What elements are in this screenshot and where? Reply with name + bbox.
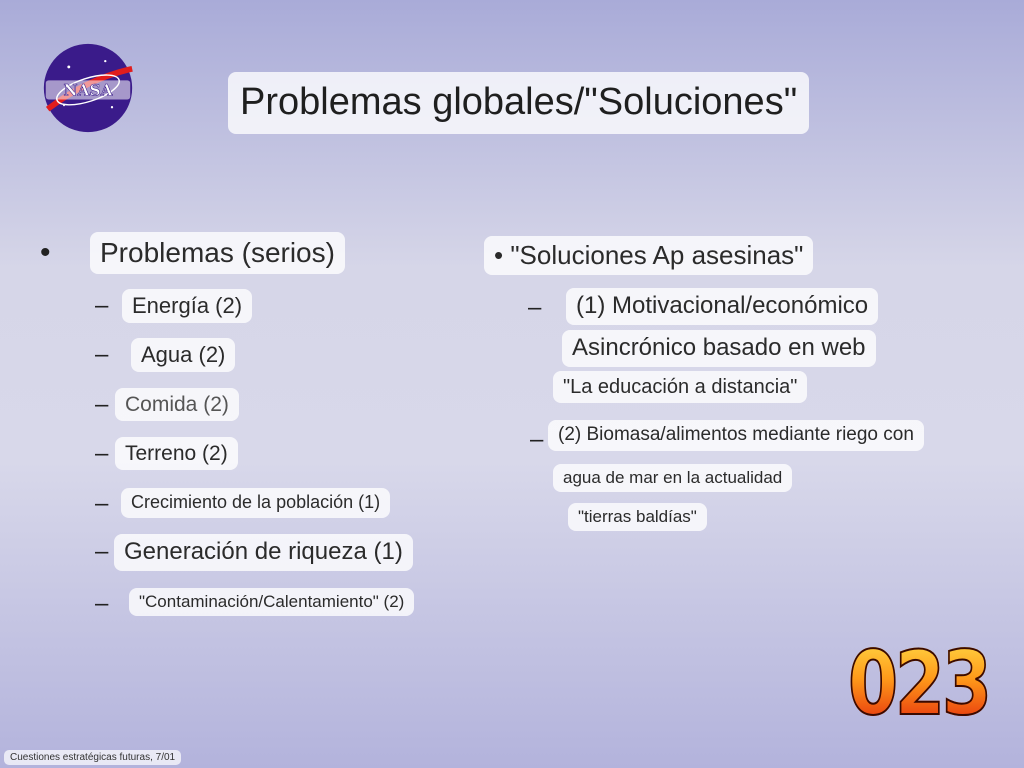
slide-number: 023: [848, 632, 989, 735]
right-item1-line3: "La educación a distancia": [553, 371, 807, 403]
right-item2-line3: "tierras baldías": [568, 503, 707, 531]
dash-icon: –: [95, 292, 109, 319]
right-heading: [484, 236, 813, 275]
left-item: "Contaminación/Calentamiento" (2): [129, 588, 414, 616]
left-heading: Problemas (serios): [90, 232, 345, 274]
dash-icon: –: [528, 294, 542, 321]
left-item: Generación de riqueza (1): [114, 534, 413, 571]
left-item: Terreno (2): [115, 437, 238, 470]
dash-icon: –: [95, 538, 109, 565]
right-heading-text: "Soluciones Ap asesinas": [510, 240, 804, 270]
dash-icon: –: [95, 440, 109, 467]
left-item: Comida (2): [115, 388, 239, 421]
slide-title: Problemas globales/"Soluciones": [228, 72, 809, 134]
dash-icon: –: [95, 341, 109, 368]
bullet-icon: •: [40, 236, 51, 269]
dash-icon: –: [530, 426, 544, 453]
dash-icon: –: [95, 490, 109, 517]
left-item: Energía (2): [122, 289, 252, 323]
right-item1-line2: Asincrónico basado en web: [562, 330, 876, 367]
dash-icon: –: [95, 590, 109, 617]
right-item2-line2: agua de mar en la actualidad: [553, 464, 792, 492]
dash-icon: –: [95, 391, 109, 418]
bullet-icon: •: [494, 240, 511, 270]
nasa-logo-text: NASA: [63, 81, 113, 100]
right-item1-line1: (1) Motivacional/económico: [566, 288, 878, 325]
nasa-logo-icon: [40, 40, 136, 136]
right-item2-line1: (2) Biomasa/alimentos mediante riego con: [548, 420, 924, 451]
left-item: Crecimiento de la población (1): [121, 488, 390, 518]
footer-text: Cuestiones estratégicas futuras, 7/01: [4, 750, 181, 765]
left-item: Agua (2): [131, 338, 235, 372]
